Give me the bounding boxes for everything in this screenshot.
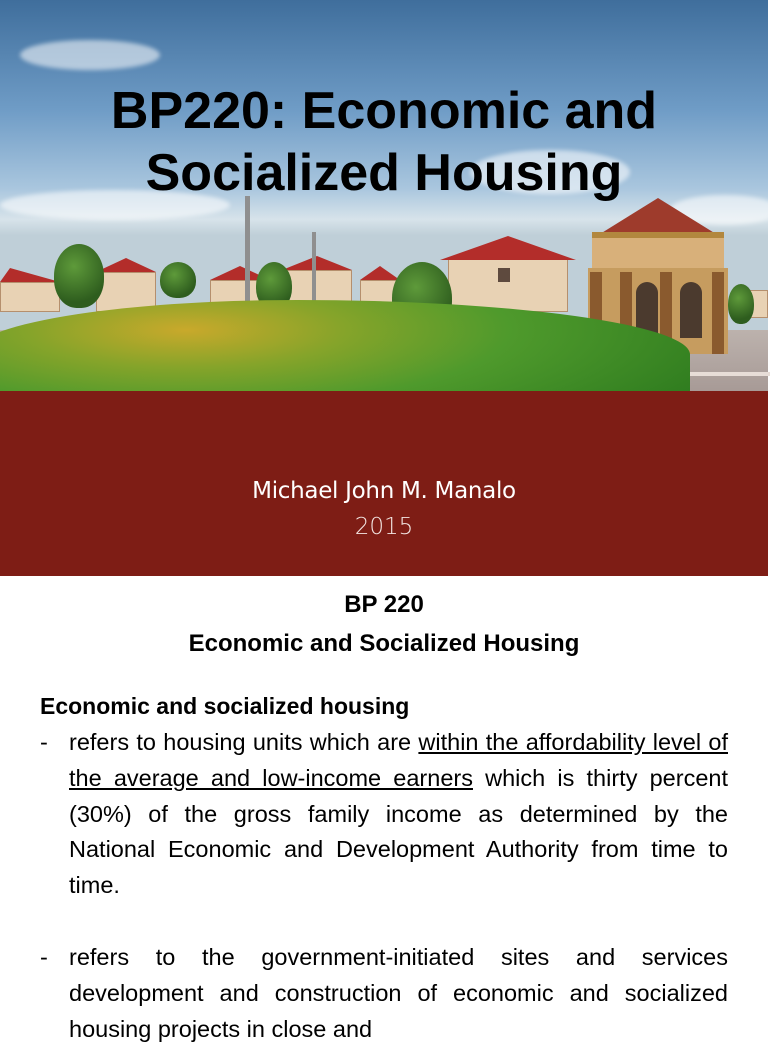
bullet-text-end: which is thirty percent (30%) of the gross family income as determined by the National Economic and Development Authority from time to time. [69, 764, 728, 899]
slide-heading: BP 220 [344, 591, 424, 618]
house [0, 282, 60, 312]
house-roof [0, 268, 60, 282]
bullet-text [69, 725, 728, 904]
title-line-1: BP220: Economic and [110, 82, 658, 140]
bullet-text: refers to the government-initiated sites and services development and construction of economic and socialized housing projects in close and [69, 944, 728, 1042]
bullet-marker: - [40, 944, 48, 970]
house-roof [360, 266, 400, 280]
author-name: Michael John M. Manalo [252, 478, 516, 504]
house-roof [440, 236, 576, 260]
bullet-marker: - [40, 729, 48, 755]
slide-subheading: Economic and Socialized Housing [188, 630, 580, 657]
gazebo-column [712, 272, 724, 354]
bullet-item [40, 940, 728, 1047]
house-roof [96, 258, 156, 272]
slide-title [0, 80, 768, 204]
utility-pole [245, 196, 250, 306]
title-line-2: Socialized Housing [145, 144, 623, 202]
bullet-item [40, 725, 728, 904]
bullet-text-start: refers to housing units which are [69, 729, 419, 755]
tree [728, 284, 754, 324]
gazebo-arch [680, 282, 702, 338]
content-slide [0, 576, 768, 1042]
utility-pole [312, 232, 316, 302]
house-roof [282, 256, 352, 270]
tree [160, 262, 196, 298]
cloud [20, 40, 160, 70]
section-heading: Economic and socialized housing [40, 693, 410, 719]
window [498, 268, 510, 282]
year-label: 2015 [354, 514, 414, 540]
underlined-phrase: within the affordability level of the average and low-income earners [69, 729, 728, 791]
house [448, 258, 568, 312]
tree [54, 244, 104, 308]
